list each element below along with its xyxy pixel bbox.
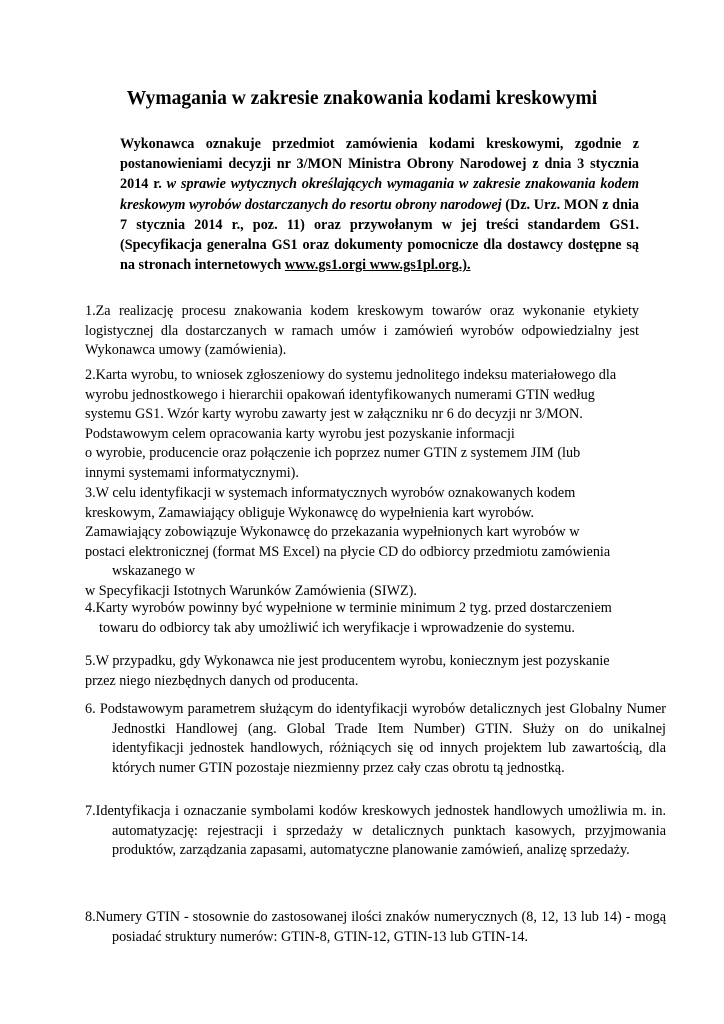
paragraph-5-line: przez niego niezbędnych danych od producenta. [85, 672, 359, 689]
paragraph-3-line: wskazanego w [112, 563, 196, 580]
paragraph-2-line: wyrobu jednostkowego i hierarchii opakowań identyfikowanych numerami GTIN według [85, 386, 595, 403]
paragraph-3 [85, 484, 639, 602]
paragraph-6: 6. Podstawowym parametrem służącym do identyfikacji wyrobów detalicznych jest Globalny Numer Jednostki Handlowej (ang. Global Trade Item Number) GTIN. Służy on do unikalnej identyfikacji jednostek handlowych, różniących się od innych projektem lub zawartością, dla których numer GTIN pozostaje niezmienny przez cały czas obrotu tą jednostką. [85, 701, 666, 776]
gs1-links[interactable]: www.gs1.orgi www.gs1pl.org.). [284, 257, 471, 274]
paragraph-2 [85, 366, 639, 484]
paragraph-3-line: postaci elektronicznej (format MS Excel) na płycie CD do odbiorcy przedmiotu zamówienia [85, 543, 611, 560]
paragraph-3-line: w Specyfikacji Istotnych Warunków Zamówienia (SIWZ). [85, 582, 417, 599]
paragraph-2-line: o wyrobie, producencie oraz połączenie ich poprzez numer GTIN z systemem JIM (lub [85, 445, 581, 462]
paragraph-4-line: 4.Karty wyrobów powinny być wypełnione w terminie minimum 2 tyg. przed dostarczeniem [85, 600, 612, 616]
paragraph-3-line: Zamawiający zobowiązuje Wykonawcę do przekazania wypełnionych kart wyrobów w [85, 524, 580, 541]
intro-paragraph [120, 134, 639, 275]
paragraph-4-line: towaru do odbiorcy tak aby umożliwić ich weryfikacje i wprowadzenie do systemu. [99, 619, 575, 636]
paragraph-1: 1.Za realizację procesu znakowania kodem kreskowym towarów oraz wykonanie etykiety logistycznej dla dostarczanych w ramach umów i zamówień wyrobów odpowiedzialny jest Wykonawca umowy (zamówienia). [85, 303, 639, 359]
paragraph-5 [85, 652, 639, 691]
paragraph-8: 8.Numery GTIN - stosownie do zastosowanej ilości znaków numerycznych (8, 12, 13 lub 14) - mogą posiadać struktury numerów: GTIN-8, GTIN-12, GTIN-13 lub GTIN-14. [85, 909, 666, 945]
paragraph-7: 7.Identyfikacja i oznaczanie symbolami kodów kreskowych jednostek handlowych umożliwia m. in. automatyzację: rejestracji i sprzedaży w detalicznych punktach kasowych, przyjmowania produktów, zarządzania zapasami, automatyczne planowanie zamówień, analizę sprzedaży. [85, 803, 666, 859]
paragraph-4 [85, 599, 639, 638]
paragraph-3-line: 3.W celu identyfikacji w systemach informatycznych wyrobów oznakowanych kodem [85, 485, 576, 501]
document-title: Wymagania w zakresie znakowania kodami kreskowymi [126, 88, 598, 109]
intro-decision-title: w sprawie wytycznych określających wymagania w zakresie znakowania kodem kreskowym wyrobów dostarczanych do resortu obrony narodowej [120, 176, 639, 213]
paragraph-2-line: systemu GS1. Wzór karty wyrobu zawarty jest w załączniku nr 6 do decyzji nr 3/MON. [85, 406, 583, 423]
paragraph-2-line: innymi systemami informatycznymi). [85, 464, 299, 481]
paragraph-2-line: 2.Karta wyrobu, to wniosek zgłoszeniowy do systemu jednolitego indeksu materiałowego dla [85, 367, 617, 383]
intro-text-continued: (Dz. Urz. MON z dnia 7 stycznia 2014 r., poz. 11) oraz przywołanym w jej treści standardem GS1. (Specyfikacja generalna GS1 oraz dokumenty pomocnicze dla dostawcy dostępne są na stronach internetowych [120, 196, 639, 274]
paragraph-5-line: 5.W przypadku, gdy Wykonawca nie jest producentem wyrobu, koniecznym jest pozyskanie [85, 653, 610, 669]
paragraph-2-line: Podstawowym celem opracowania karty wyrobu jest pozyskanie informacji [85, 425, 515, 442]
paragraph-3-line: kreskowym, Zamawiający obliguje Wykonawcę do wypełnienia kart wyrobów. [85, 504, 535, 521]
intro-text: Wykonawca oznakuje przedmiot zamówienia kodami kreskowymi, zgodnie z postanowieniami decyzji nr 3/MON Ministra Obrony Narodowej z dnia 3 stycznia 2014 r. [120, 136, 639, 193]
